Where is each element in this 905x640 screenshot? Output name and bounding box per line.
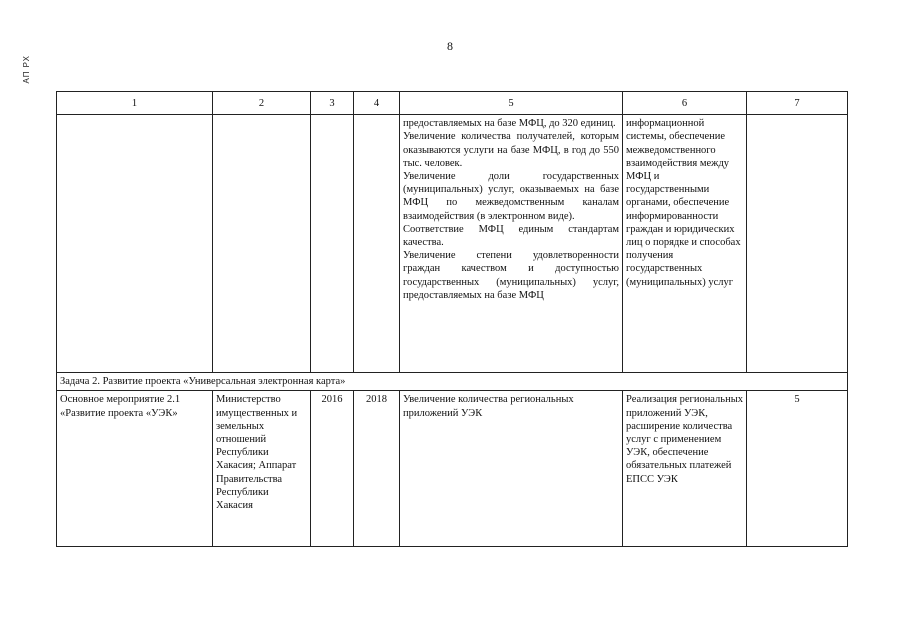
side-mark: АП РХ [22, 55, 31, 84]
cell-empty [311, 115, 354, 373]
start-year: 2016 [311, 391, 354, 547]
continuation-row [57, 115, 848, 373]
expected-result: Увеличение количества региональных приложений УЭК [400, 391, 623, 547]
result-paragraph: Увеличение доли государственных (муниципальных) услуг, оказываемых на базе МФЦ по межведомственным каналам взаимодействия (в электронном виде). [403, 171, 619, 222]
column-header: 3 [311, 92, 354, 115]
column-header: 7 [747, 92, 848, 115]
responsible-executors: Министерство имущественных и земельных отношений Республики Хакасия; Аппарат Правительства Республики Хакасия [213, 391, 311, 547]
end-year: 2018 [354, 391, 400, 547]
result-paragraph: предоставляемых на базе МФЦ, до 320 единиц. [403, 118, 616, 130]
results-cell [400, 115, 623, 373]
column-header: 6 [623, 92, 747, 115]
result-paragraph: Соответствие МФЦ единым стандартам качества. [403, 223, 619, 249]
task-heading: Задача 2. Развитие проекта «Универсальная электронная карта» [57, 373, 848, 391]
cell-empty [354, 115, 400, 373]
program-table [56, 91, 848, 547]
link-cell: информационной системы, обеспечение межведомственного взаимодействия между МФЦ и государственными органами, обеспечение информированности граждан и юридических лиц о порядке и способах получения государственных (муниципальных) услуг [623, 115, 747, 373]
activity-name: Основное мероприятие 2.1 «Развитие проекта «УЭК» [57, 391, 213, 547]
task-row [57, 373, 848, 391]
cell-empty [57, 115, 213, 373]
header-row [57, 92, 848, 115]
column-header: 1 [57, 92, 213, 115]
column-header: 2 [213, 92, 311, 115]
result-paragraph: Увеличение степени удовлетворенности граждан качеством и доступностью государственных (муниципальных) услуг, предоставляемых на базе МФЦ [403, 250, 619, 301]
column-header: 4 [354, 92, 400, 115]
indicator-link: Реализация региональных приложений УЭК, расширение количества услуг с применением УЭК, обеспечение обязательных платежей ЕПСС УЭК [623, 391, 747, 547]
cell-empty [747, 115, 848, 373]
indicator-number: 5 [747, 391, 848, 547]
cell-empty [213, 115, 311, 373]
column-header: 5 [400, 92, 623, 115]
activity-row [57, 391, 848, 547]
result-paragraph: Увеличение количества получателей, которым оказываются услуги на базе МФЦ, в год до 550 тыс. человек. [403, 131, 619, 169]
page-number: 8 [447, 39, 453, 53]
